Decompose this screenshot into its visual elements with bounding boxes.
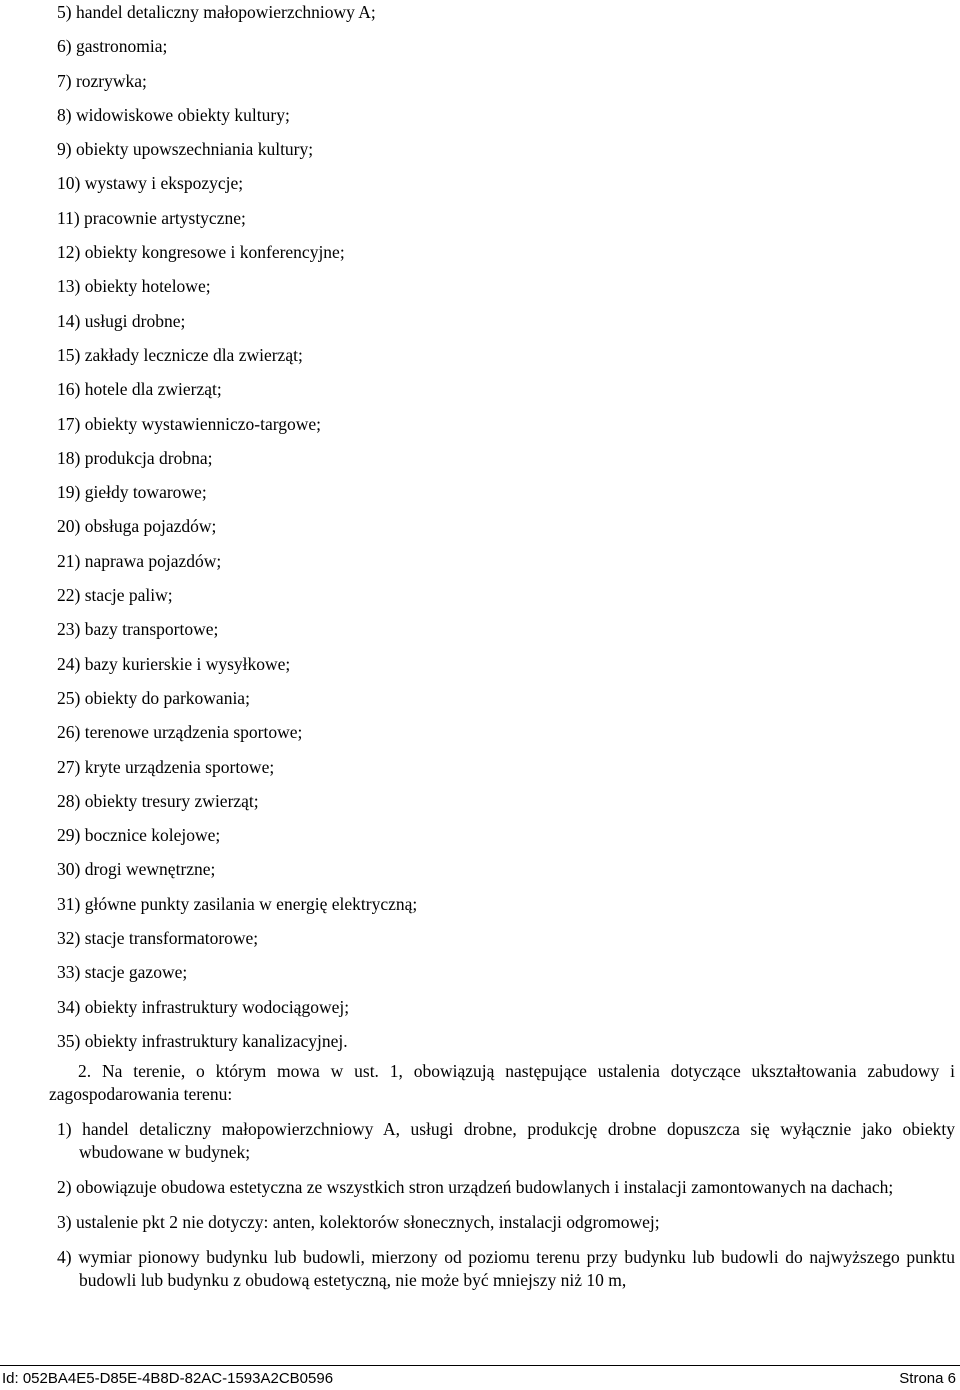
list-item: 32) stacje transformatorowe; xyxy=(57,928,259,949)
list-item: 19) giełdy towarowe; xyxy=(57,482,207,503)
list-item: 7) rozrywka; xyxy=(57,70,147,91)
list-item: 31) główne punkty zasilania w energię elektryczną; xyxy=(57,893,418,914)
list-item: 9) obiekty upowszechniania kultury; xyxy=(57,139,314,160)
list-item: 23) bazy transportowe; xyxy=(57,619,219,640)
requirements-list xyxy=(57,1118,955,1304)
page-footer xyxy=(0,1370,956,1390)
list-item: 34) obiekty infrastruktury wodociągowej; xyxy=(57,996,350,1017)
paragraph-2: 2. Na terenie, o którym mowa w ust. 1, obowiązują następujące ustalenia dotyczące ukształtowania zabudowy i zagospodarowania terenu: xyxy=(49,1061,955,1104)
requirement-item: 2) obowiązuje obudowa estetyczna ze wszystkich stron urządzeń budowlanych i instalacji zamontowanych na dachach; xyxy=(57,1177,894,1197)
list-item: 28) obiekty tresury zwierząt; xyxy=(57,790,259,811)
list-item: 12) obiekty kongresowe i konferencyjne; xyxy=(57,242,345,263)
list-item: 29) bocznice kolejowe; xyxy=(57,825,221,846)
document-id: Id: 052BA4E5-D85E-4B8D-82AC-1593A2CB0596 xyxy=(2,1370,334,1387)
list-item: 25) obiekty do parkowania; xyxy=(57,687,250,708)
list-item: 17) obiekty wystawienniczo-targowe; xyxy=(57,413,322,434)
footer-divider xyxy=(0,1365,960,1366)
list-item: 30) drogi wewnętrzne; xyxy=(57,859,216,880)
list-item: 26) terenowe urządzenia sportowe; xyxy=(57,722,303,743)
list-item: 20) obsługa pojazdów; xyxy=(57,516,217,537)
list-item: 35) obiekty infrastruktury kanalizacyjnej. xyxy=(57,1030,348,1051)
list-item: 33) stacje gazowe; xyxy=(57,962,188,983)
list-item: 14) usługi drobne; xyxy=(57,310,186,331)
list-item: 10) wystawy i ekspozycje; xyxy=(57,173,244,194)
list-item: 18) produkcja drobna; xyxy=(57,447,213,468)
list-item: 16) hotele dla zwierząt; xyxy=(57,379,222,400)
list-item: 27) kryte urządzenia sportowe; xyxy=(57,756,275,777)
requirement-item: 1) handel detaliczny małopowierzchniowy A, usługi drobne, produkcję drobne dopuszcza się wyłącznie jako obiekty wbudowane w budynek; xyxy=(57,1119,955,1162)
list-item: 8) widowiskowe obiekty kultury; xyxy=(57,104,290,125)
list-item: 13) obiekty hotelowe; xyxy=(57,276,211,297)
list-item: 21) naprawa pojazdów; xyxy=(57,550,222,571)
list-item: 5) handel detaliczny małopowierzchniowy A; xyxy=(57,2,376,22)
list-item: 11) pracownie artystyczne; xyxy=(57,207,246,228)
list-item: 6) gastronomia; xyxy=(57,36,168,57)
list-item: 22) stacje paliw; xyxy=(57,585,173,606)
page-number: Strona 6 xyxy=(899,1370,956,1387)
list-item: 24) bazy kurierskie i wysyłkowe; xyxy=(57,653,291,674)
requirement-item: 4) wymiar pionowy budynku lub budowli, mierzony od poziomu terenu przy budynku lub budowli do najwyższego punktu budowli lub budynku z obudową estetyczną, nie może być mniejszy niż 10 m, xyxy=(57,1247,955,1290)
function-list xyxy=(57,0,937,1063)
requirement-item: 3) ustalenie pkt 2 nie dotyczy: anten, kolektorów słonecznych, instalacji odgromowej; xyxy=(57,1212,660,1232)
list-item: 15) zakłady lecznicze dla zwierząt; xyxy=(57,344,303,365)
